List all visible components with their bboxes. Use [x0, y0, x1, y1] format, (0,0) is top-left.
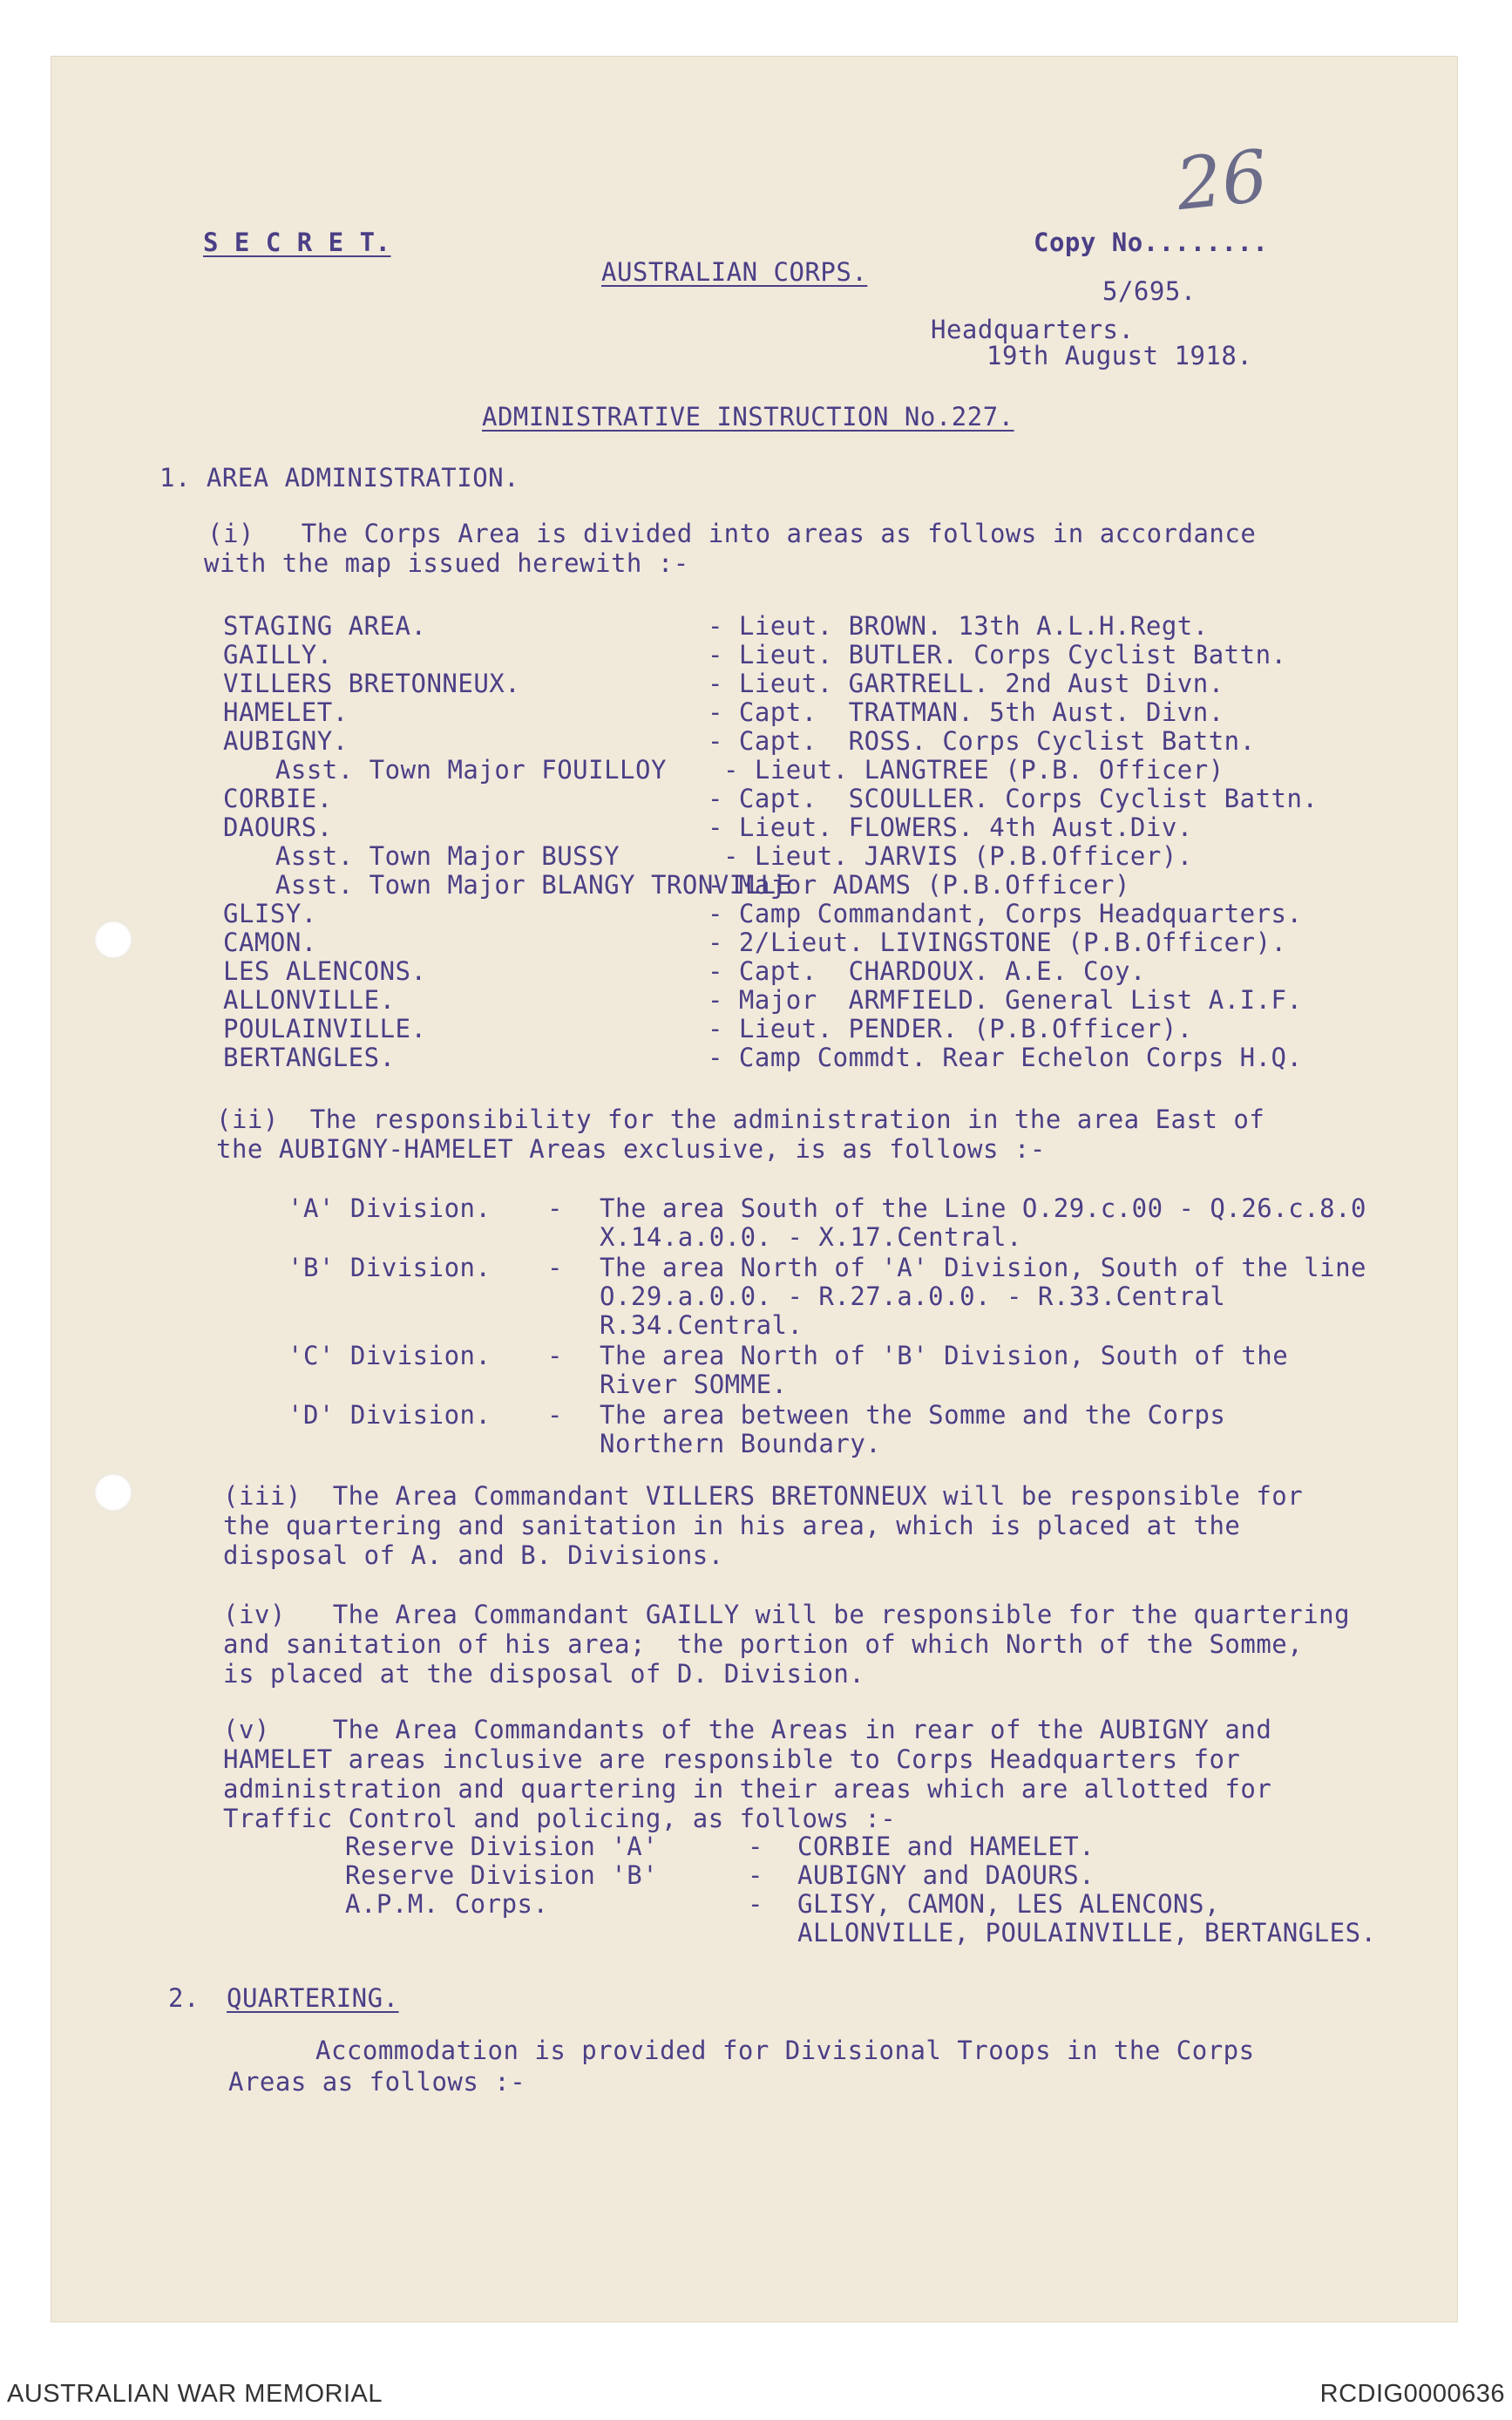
allotment-dash: - — [748, 1889, 763, 1919]
allotment-unit: Reserve Division 'A' — [345, 1832, 659, 1861]
para-iv-line: is placed at the disposal of D. Division. — [223, 1659, 865, 1689]
division-dash: - — [547, 1341, 563, 1370]
area-name: GLISY. — [223, 899, 317, 928]
para-v-line: HAMELET areas inclusive are responsible to Corps Headquarters for — [223, 1744, 1241, 1774]
secret-label: S E C R E T. — [203, 228, 391, 257]
area-officer: - Camp Commandant, Corps Headquarters. — [708, 899, 1303, 928]
division-area-text: The area North of 'A' Division, South of the line — [600, 1253, 1367, 1282]
area-name: HAMELET. — [223, 697, 349, 727]
area-name: LES ALENCONS. — [223, 956, 427, 986]
para-i-line: (i) The Corps Area is divided into areas as follows in accordance — [207, 519, 1257, 548]
area-name: DAOURS. — [223, 812, 333, 842]
area-name: Asst. Town Major BLANGY TRONVILLE — [244, 870, 792, 900]
para-iii-line: (iii) The Area Commandant VILLERS BRETONNEUX will be responsible for — [223, 1481, 1304, 1511]
archive-id: RCDIG0000636 — [1319, 2380, 1505, 2408]
area-name: VILLERS BRETONNEUX. — [223, 669, 521, 698]
area-officer: - Lieut. BROWN. 13th A.L.H.Regt. — [708, 611, 1209, 641]
para-iii-line: the quartering and sanitation in his area, which is placed at the — [223, 1511, 1241, 1540]
allotment-areas: ALLONVILLE, POULAINVILLE, BERTANGLES. — [797, 1918, 1377, 1948]
section-2-heading: QUARTERING. — [227, 1983, 399, 2013]
division-label: 'D' Division. — [288, 1400, 492, 1430]
section-2-number: 2. — [168, 1983, 200, 2013]
area-officer: - Capt. TRATMAN. 5th Aust. Divn. — [708, 697, 1224, 727]
para-iv-line: and sanitation of his area; the portion of which North of the Somme, — [223, 1629, 1304, 1659]
division-label: 'A' Division. — [288, 1193, 492, 1223]
archive-credit: AUSTRALIAN WAR MEMORIAL — [7, 2380, 383, 2408]
area-name: STAGING AREA. — [223, 611, 427, 641]
allotment-areas: GLISY, CAMON, LES ALENCONS, — [797, 1889, 1220, 1919]
area-officer: - Capt. CHARDOUX. A.E. Coy. — [708, 956, 1146, 986]
para-v-line: Traffic Control and policing, as follows :- — [223, 1804, 897, 1833]
area-name: Asst. Town Major FOUILLOY — [244, 755, 667, 785]
section-2-text: Accommodation is provided for Divisional Troops in the Corps — [315, 2036, 1255, 2065]
allotment-dash: - — [748, 1832, 763, 1861]
reference-number: 5/695. — [1102, 276, 1197, 306]
punch-hole — [94, 1473, 132, 1512]
area-officer: - Camp Commdt. Rear Echelon Corps H.Q. — [708, 1043, 1303, 1072]
punch-hole — [94, 921, 132, 959]
area-officer: - Lieut. FLOWERS. 4th Aust.Div. — [708, 812, 1193, 842]
para-ii-line: (ii) The responsibility for the administration in the area East of — [216, 1105, 1265, 1134]
document-page — [51, 56, 1458, 2322]
area-name: Asst. Town Major BUSSY — [244, 841, 620, 871]
area-officer: - Major ADAMS (P.B.Officer) — [708, 870, 1130, 900]
division-label: 'B' Division. — [288, 1253, 492, 1282]
copy-number-label: Copy No........ — [1034, 228, 1269, 257]
division-area-text: The area between the Somme and the Corps — [600, 1400, 1226, 1430]
para-iii-line: disposal of A. and B. Divisions. — [223, 1540, 724, 1570]
area-name: POULAINVILLE. — [223, 1014, 427, 1043]
allotment-dash: - — [748, 1860, 763, 1890]
division-dash: - — [547, 1253, 563, 1282]
para-i-line: with the map issued herewith :- — [204, 548, 689, 578]
para-iv-line: (iv) The Area Commandant GAILLY will be responsible for the quartering — [223, 1600, 1351, 1629]
division-area-text: The area North of 'B' Division, South of the — [600, 1341, 1289, 1370]
division-area-text: X.14.a.0.0. - X.17.Central. — [600, 1222, 1022, 1252]
area-name: CORBIE. — [223, 784, 333, 813]
area-name: CAMON. — [223, 928, 317, 957]
section-1-heading: 1. AREA ADMINISTRATION. — [159, 463, 520, 493]
allotment-unit: Reserve Division 'B' — [345, 1860, 659, 1890]
area-officer: - Lieut. LANGTREE (P.B. Officer) — [708, 755, 1224, 785]
document-date: 19th August 1918. — [987, 341, 1253, 370]
allotment-areas: AUBIGNY and DAOURS. — [797, 1860, 1095, 1890]
para-v-line: administration and quartering in their areas which are allotted for — [223, 1774, 1272, 1804]
document-title: ADMINISTRATIVE INSTRUCTION No.227. — [482, 402, 1014, 432]
allotment-unit: A.P.M. Corps. — [345, 1889, 549, 1919]
division-area-text: The area South of the Line O.29.c.00 - Q.26.c.8.0 — [600, 1193, 1367, 1223]
area-name: BERTANGLES. — [223, 1043, 396, 1072]
area-name: GAILLY. — [223, 640, 333, 670]
area-officer: - Capt. ROSS. Corps Cyclist Battn. — [708, 726, 1256, 756]
area-officer: - 2/Lieut. LIVINGSTONE (P.B.Officer). — [708, 928, 1287, 957]
area-officer: - Lieut. BUTLER. Corps Cyclist Battn. — [708, 640, 1287, 670]
para-v-line: (v) The Area Commandants of the Areas in rear of the AUBIGNY and — [223, 1715, 1272, 1744]
area-name: AUBIGNY. — [223, 726, 349, 756]
allotment-areas: CORBIE and HAMELET. — [797, 1832, 1095, 1861]
division-area-text: Northern Boundary. — [600, 1429, 882, 1458]
corps-title: AUSTRALIAN CORPS. — [601, 257, 868, 287]
area-officer: - Capt. SCOULLER. Corps Cyclist Battn. — [708, 784, 1319, 813]
division-area-text: R.34.Central. — [600, 1310, 803, 1340]
area-officer: - Lieut. GARTRELL. 2nd Aust Divn. — [708, 669, 1224, 698]
division-dash: - — [547, 1193, 563, 1223]
area-officer: - Lieut. JARVIS (P.B.Officer). — [708, 841, 1193, 871]
para-ii-line: the AUBIGNY-HAMELET Areas exclusive, is as follows :- — [216, 1134, 1046, 1164]
handwritten-copy-number: 26 — [1172, 134, 1272, 228]
section-2-text: Areas as follows :- — [228, 2067, 526, 2097]
headquarters-label: Headquarters. — [931, 315, 1135, 344]
area-name: ALLONVILLE. — [223, 985, 396, 1015]
division-label: 'C' Division. — [288, 1341, 492, 1370]
area-officer: - Lieut. PENDER. (P.B.Officer). — [708, 1014, 1193, 1043]
division-area-text: River SOMME. — [600, 1370, 788, 1399]
division-area-text: O.29.a.0.0. - R.27.a.0.0. - R.33.Central — [600, 1281, 1226, 1311]
division-dash: - — [547, 1400, 563, 1430]
area-officer: - Major ARMFIELD. General List A.I.F. — [708, 985, 1303, 1015]
